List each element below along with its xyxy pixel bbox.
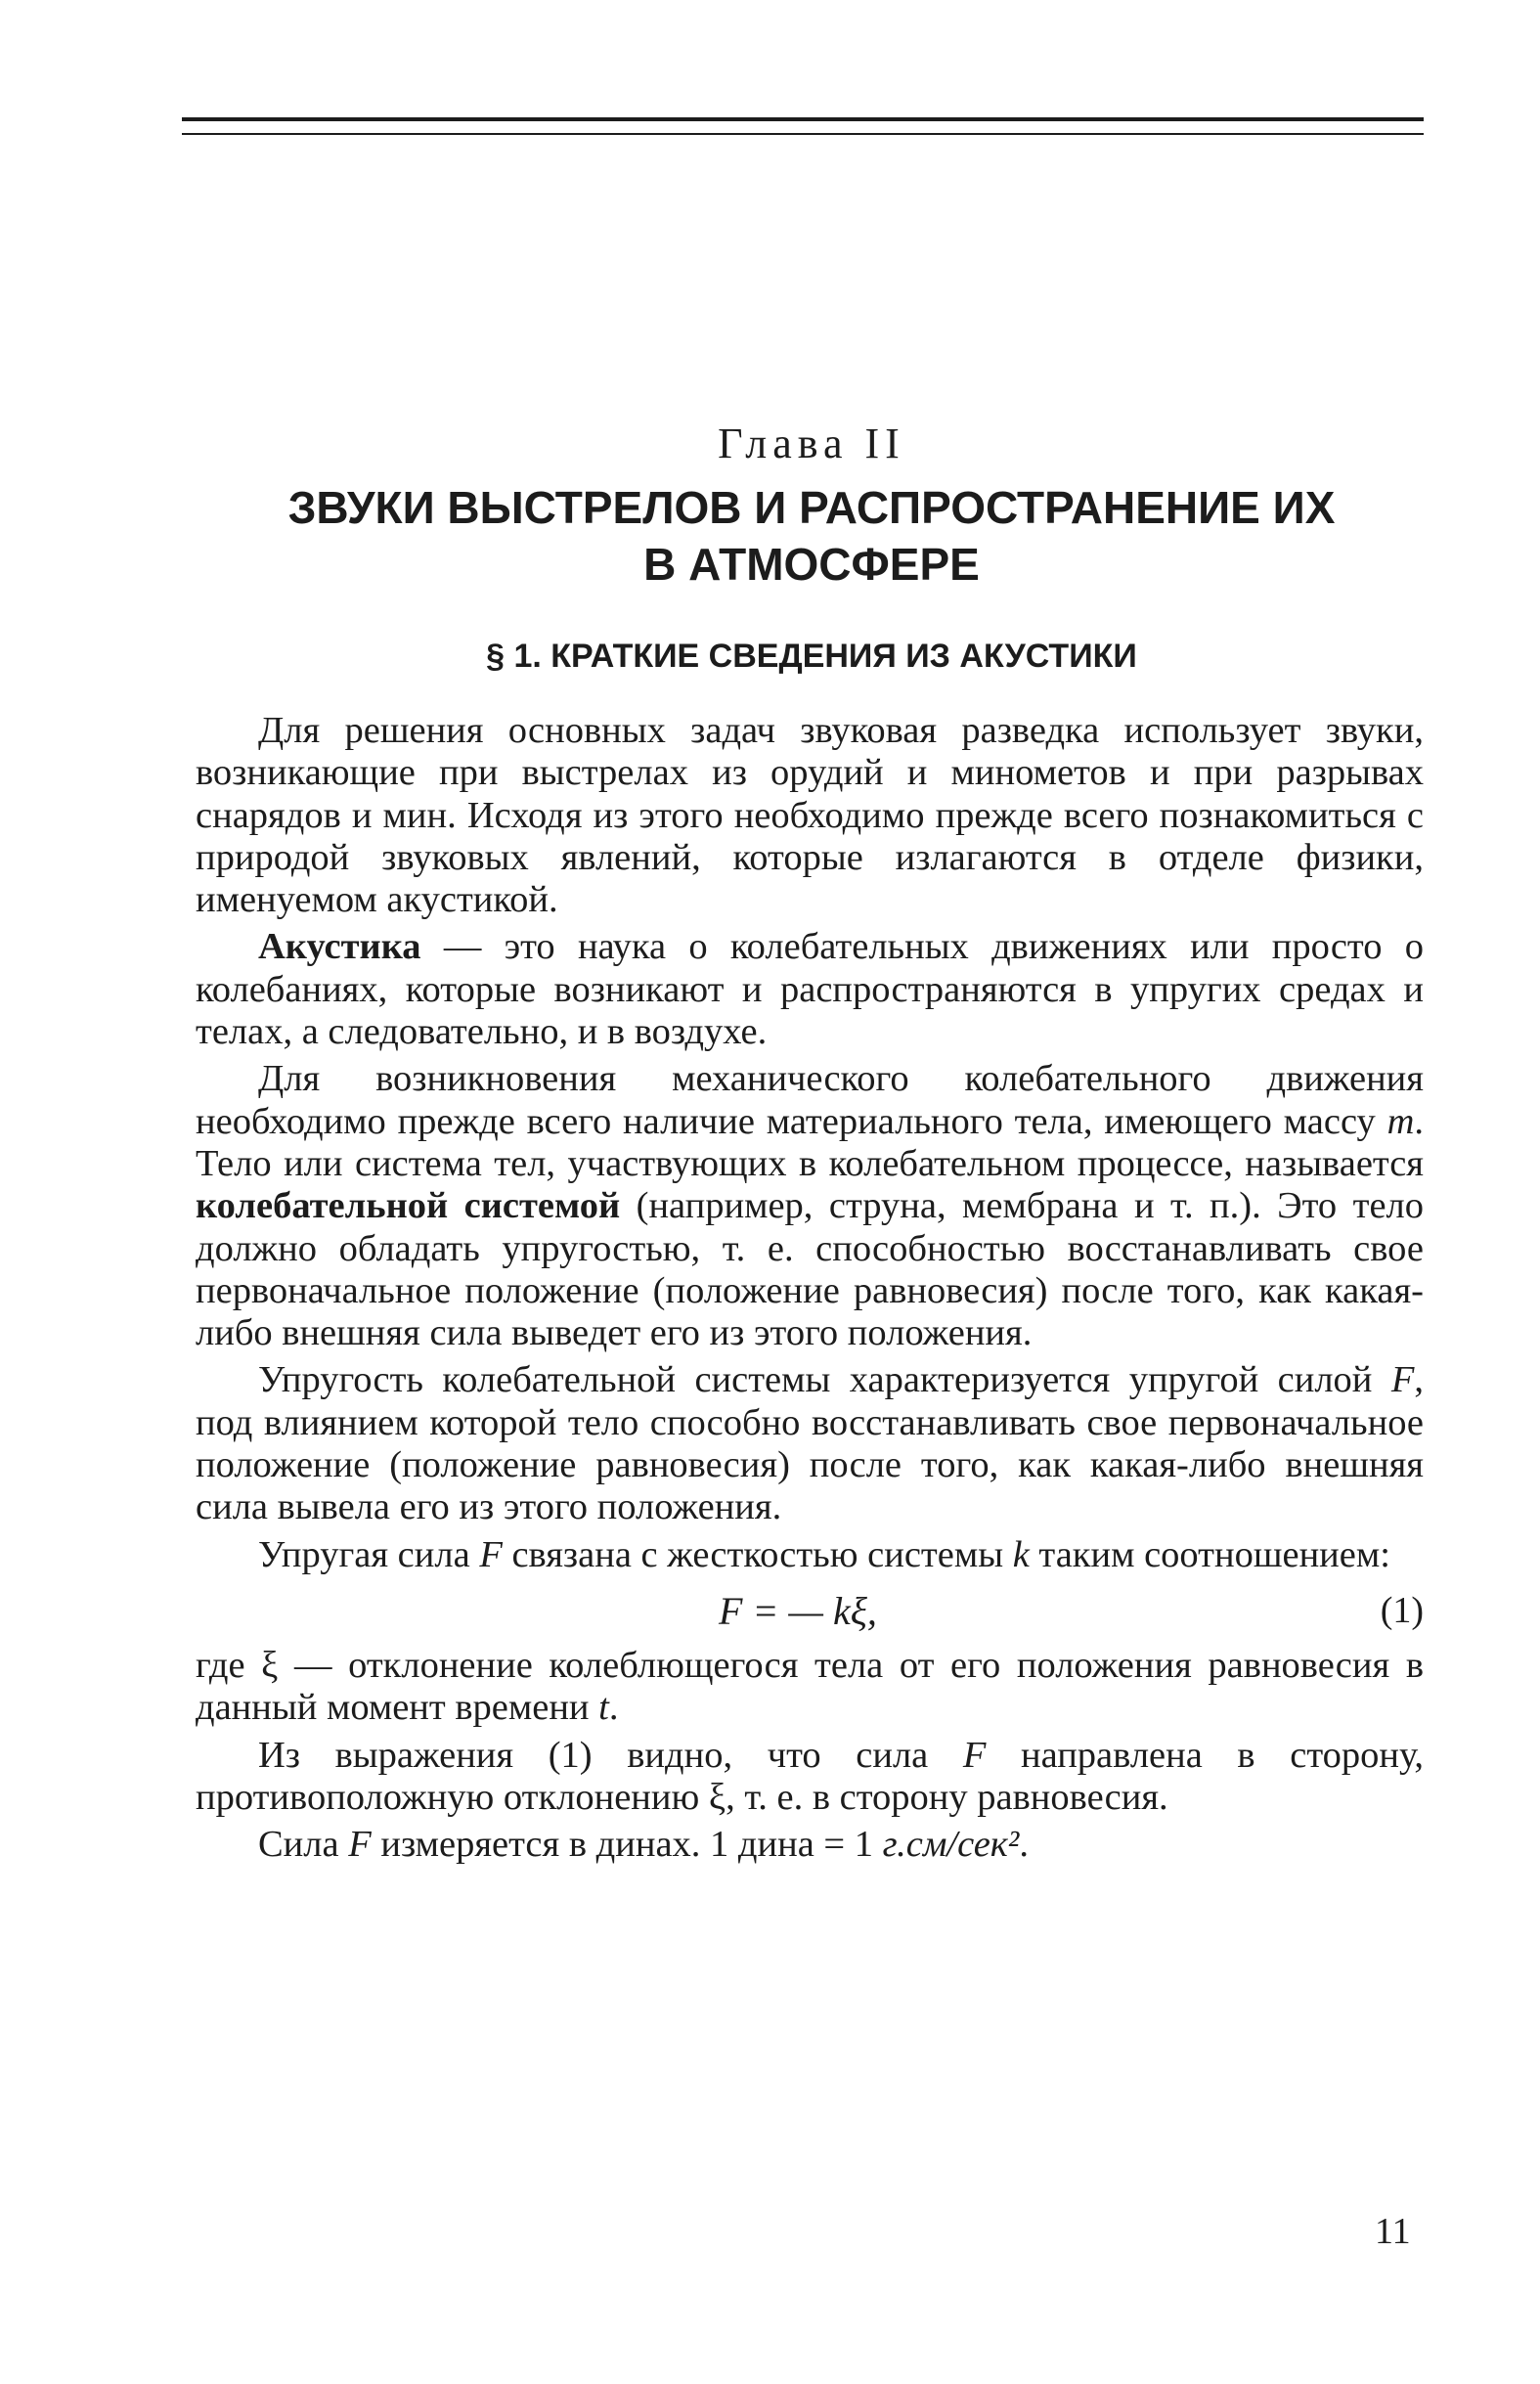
page-number: 11 bbox=[1375, 2211, 1411, 2252]
top-rule bbox=[182, 117, 1424, 121]
formula-number: (1) bbox=[1380, 1589, 1424, 1631]
term-oscillating-system: колебательной системой bbox=[196, 1185, 621, 1227]
paragraph-1: Для решения основных задач звуковая разведка использует звуки, возникающие при выстрелах из орудий и минометов и при разрывах снарядов и мин. Исходя из этого необходимо прежде всего познакомиться с природой звуковых явлений, которые излагаются в отделе физики, именуемом акустикой. bbox=[196, 710, 1424, 921]
chapter-title-line-1: ЗВУКИ ВЫСТРЕЛОВ И РАСПРОСТРАНЕНИЕ ИХ bbox=[287, 482, 1336, 533]
formula-1 bbox=[196, 1582, 1424, 1641]
symbol-m: m bbox=[1386, 1100, 1415, 1142]
formula-expression: F = — kξ, bbox=[719, 1588, 877, 1633]
symbol-t: t bbox=[598, 1687, 609, 1729]
symbol-F: F bbox=[962, 1734, 987, 1776]
symbol-k: k bbox=[1012, 1533, 1030, 1575]
symbol-F: F bbox=[348, 1824, 372, 1866]
paragraph-6: где ξ — отклонение колеблющегося тела от его положения равновесия в данный момент времени t. bbox=[196, 1644, 1424, 1729]
chapter-title-line-2: В АТМОСФЕРЕ bbox=[643, 539, 980, 590]
body-text bbox=[196, 710, 1424, 1871]
chapter-label: Глава II bbox=[718, 419, 905, 467]
symbol-F: F bbox=[1390, 1359, 1415, 1401]
unit-dyne: г.см/сек² bbox=[882, 1824, 1020, 1866]
paragraph-4: Упругость колебательной системы характеризуется упругой силой F, под влиянием которой тело способно восстанавливать свое первоначальное положение (положение равновесия) после того, как какая-либо внешняя сила вывела его из этого положения. bbox=[196, 1359, 1424, 1528]
term-acoustics: Акустика bbox=[258, 926, 421, 968]
paragraph-5: Упругая сила F связана с жесткостью системы k таким соотношением: bbox=[258, 1533, 1390, 1575]
paragraph-8: Сила F измеряется в динах. 1 дина = 1 г.см/сек². bbox=[258, 1824, 1029, 1866]
symbol-F: F bbox=[479, 1533, 503, 1575]
paragraph-2: Акустика — это наука о колебательных движениях или просто о колебаниях, которые возникают и распространяются в упругих средах и телах, а следовательно, и в воздухе. bbox=[196, 926, 1424, 1053]
paragraph-7: Из выражения (1) видно, что сила F направлена в сторону, противоположную отклонению ξ, т. е. в сторону равновесия. bbox=[196, 1734, 1425, 1818]
section-heading: § 1. КРАТКИЕ СВЕДЕНИЯ ИЗ АКУСТИКИ bbox=[486, 638, 1137, 675]
top-rule-thin bbox=[182, 133, 1424, 135]
chapter-title bbox=[196, 479, 1428, 593]
paragraph-3: Для возникновения механического колебательного движения необходимо прежде всего наличие материального тела, имеющего массу m. Тело или система тел, участвующих в колебательном процессе, называется колебательной системой (например, струна, мембрана и т. п.). Это тело должно обладать упругостью, т. е. способностью восстанавливать свое первоначальное положение (положение равновесия) после того, как какая-либо внешняя сила выведет его из этого положения. bbox=[196, 1058, 1424, 1354]
